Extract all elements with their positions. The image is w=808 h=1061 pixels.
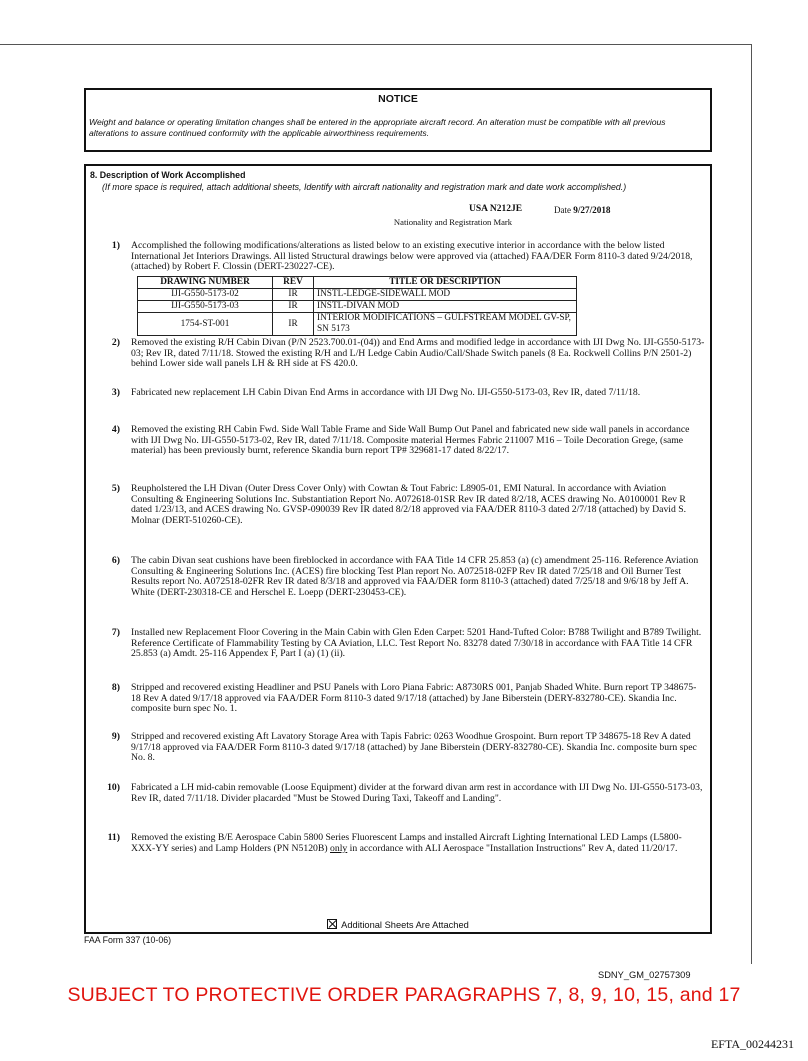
- table-row: [138, 301, 577, 313]
- work-item: [100, 833, 705, 854]
- table-header: TITLE OR DESCRIPTION: [314, 277, 577, 289]
- work-item: [100, 732, 705, 764]
- work-item: [100, 783, 705, 804]
- item-number: 7): [111, 627, 120, 638]
- item-text-part: Removed the existing B/E Aerospace Cabin 5800 Series Fluorescent Lamps and installed Aircraft Lighting International LED Lamps (L5800-XXX-YY series) and Lamp Holders (PN N5120B): [131, 832, 682, 854]
- table-cell: INSTL-DIVAN MOD: [314, 301, 577, 313]
- efta-number: EFTA_00244231: [710, 1037, 794, 1051]
- section-subheading: (If more space is required, attach additional sheets, Identify with aircraft nationality and registration mark and date work accomplished.): [102, 182, 627, 192]
- table-header: DRAWING NUMBER: [138, 277, 273, 289]
- checked-box-icon: [327, 919, 337, 929]
- item-number: 11): [107, 832, 120, 843]
- work-item: [100, 425, 705, 457]
- work-description-box: [84, 164, 712, 934]
- item-number: 3): [111, 387, 120, 398]
- table-cell: IR: [273, 289, 314, 301]
- nationality-mark: USA N212JE: [469, 204, 523, 214]
- table-row: [138, 289, 577, 301]
- notice-box: [84, 88, 712, 152]
- item-text: [131, 833, 705, 854]
- date-field: [554, 205, 611, 215]
- form-number: FAA Form 337 (10-06): [84, 935, 172, 945]
- table-cell: IR: [273, 301, 314, 313]
- work-item: [100, 484, 705, 526]
- bates-stamp: SDNY_GM_02757309: [598, 970, 691, 980]
- top-border-line: [0, 44, 752, 45]
- notice-title: NOTICE: [378, 93, 418, 105]
- item-number: 2): [111, 337, 120, 348]
- section-heading: 8. Description of Work Accomplished: [90, 170, 246, 180]
- item-text: Reupholstered the LH Divan (Outer Dress Cover Only) with Cowtan & Tout Fabric: L8905-01, EMI Natural. In accordance with Aviation Consulting & Engineering Solutions Inc. Substantiation Report No. A072618-01SR Rev IR dated 8/2/18, ACES drawing No. A0100001 Rev R dated 1/23/13, and ACES drawing No. GVSP-090039 Rev IR dated 8/2/18 approved via FAA/DER 8110-3 dated 2/7/18 (attached) by David S. Molnar (DERT-510260-CE).: [131, 483, 687, 526]
- table-cell: 1754-ST-001: [138, 313, 273, 336]
- table-cell: IJI-G550-5173-02: [138, 289, 273, 301]
- additional-sheets-checkbox-line: [86, 919, 710, 930]
- item-number: 4): [111, 424, 120, 435]
- date-label: Date: [554, 205, 571, 215]
- item-text: Fabricated new replacement LH Cabin Divan End Arms in accordance with IJI Dwg No. IJI-G550-5173-03, Rev IR, dated 7/11/18.: [131, 387, 641, 398]
- item-number: 5): [111, 483, 120, 494]
- work-item: [100, 683, 705, 715]
- item-number: 1): [111, 240, 120, 251]
- item-text: Removed the existing R/H Cabin Divan (P/N 2523.700.01-(04)) and End Arms and modified ledge in accordance with IJI Dwg No. IJI-G550-5173-03; Rev IR, dated 7/11/18. Stowed the existing R/H and L/H Ledge Cabin Audio/Call/Shade Switch panels (8 Ea. Rockwell Collins P/N 2501-2) behind Lower side wall panels LH & RH side at FS 420.0.: [131, 337, 705, 370]
- item-text: Accomplished the following modifications/alterations as listed below to an existing executive interior in accordance with the below listed International Jet Interiors Drawings. All listed Structural drawings below were approved via (attached) FAA/DER Form 8110-3 dated 9/24/2018, (attached) by Robert F. Clossin (DERT-230227-CE).: [131, 240, 693, 273]
- item-text: The cabin Divan seat cushions have been fireblocked in accordance with FAA Title 14 CFR 25.853 (a) (c) amendment 25-116. Reference Aviation Consulting & Engineering Solutions Inc. (ACES) fire blocking Test Plan report No. A072518-02FP Rev IR dated 7/25/18 and Oil Burner Test Results report No. A072518-02FR Rev IR dated 8/3/18 and approved via FAA/DER form 8110-3 (attached) dated 7/25/18 and 9/6/18 by Jeff A. White (DERT-230318-CE and Herschel E. Loepp (DERT-230453-CE).: [131, 555, 699, 598]
- table-cell: IJI-G550-5173-03: [138, 301, 273, 313]
- additional-sheets-label: Additional Sheets Are Attached: [341, 920, 469, 930]
- table-header-row: [138, 277, 577, 289]
- item-text: Stripped and recovered existing Headliner and PSU Panels with Loro Piana Fabric: A8730RS 001, Panjab Shaded White. Burn report TP 348675-18 Rev A dated 9/17/18 approved via FAA/DER Form 8110-3 dated 9/17/18 (attached) by Jane Biberstein (DERY-832780-CE). Skandia Inc. composite burn spec No. 1.: [131, 682, 697, 715]
- item-text-underlined: only: [330, 842, 348, 854]
- work-item: [100, 556, 705, 598]
- item-text: Removed the existing RH Cabin Fwd. Side Wall Table Frame and Side Wall Bump Out Panel and fabricated new side wall panels in accordance with IJI Dwg No. IJI-G550-5173-02, Rev IR, dated 7/11/18. Composite material Hermes Fabric 211007 M16 – Toile Decoration Grege, (same material) has been previously burnt, reference Skandia burn report TP# 329681-17 dated 8/22/17.: [131, 424, 690, 457]
- table-cell: INTERIOR MODIFICATIONS – GULFSTREAM MODEL GV-SP, SN 5173: [314, 313, 577, 336]
- item-text: Installed new Replacement Floor Covering in the Main Cabin with Glen Eden Carpet: 5201 Hand-Tufted Color: B788 Twilight and B789 Twilight. Reference Certificate of Flammability Testing by CA Aviation, LLC. Test Report No. 83278 dated 7/30/18 in accordance with FAA Title 14 CFR 25.853 (a) Amdt. 25-116 Appendex F, Part I (a) (1) (ii).: [131, 627, 702, 660]
- item-number: 8): [111, 682, 120, 693]
- table-cell: INSTL-LEDGE-SIDEWALL MOD: [314, 289, 577, 301]
- notice-text: Weight and balance or operating limitation changes shall be entered in the appropriate aircraft record. An alteration must be compatible with all previous alterations to assure continued conformity with the applicable airworthiness requirements.: [89, 117, 666, 138]
- item-number: 9): [111, 731, 120, 742]
- table-row: [138, 313, 577, 336]
- item-text-part: in accordance with ALI Aerospace "Installation Instructions" Rev A, dated 11/20/17.: [347, 842, 678, 854]
- work-item: [100, 628, 705, 660]
- table-header: REV: [273, 277, 314, 289]
- drawings-table: [137, 276, 577, 336]
- item-number: 10): [107, 782, 120, 793]
- work-item: [100, 388, 705, 399]
- right-border-line: [751, 44, 752, 964]
- table-cell: IR: [273, 313, 314, 336]
- protective-order-banner: SUBJECT TO PROTECTIVE ORDER PARAGRAPHS 7, 8, 9, 10, 15, and 17: [67, 984, 741, 1006]
- item-text: Stripped and recovered existing Aft Lavatory Storage Area with Tapis Fabric: 0263 Woodhue Grospoint. Burn report TP 348675-18 Rev A dated 9/17/18 approved via FAA/DER Form 8110-3 dated 9/17/18 (attached) by Jane Biberstein (DERY-832780-CE). Skandia Inc. composite burn spec No. 8.: [131, 731, 697, 764]
- item-number: 6): [111, 555, 120, 566]
- nationality-label: Nationality and Registration Mark: [393, 217, 513, 227]
- date-value: 9/27/2018: [573, 205, 611, 215]
- work-item: [100, 241, 705, 273]
- work-item: [100, 338, 705, 370]
- item-text: Fabricated a LH mid-cabin removable (Loose Equipment) divider at the forward divan arm rest in accordance with IJI Dwg No. IJI-G550-5173-03, Rev IR, dated 7/11/18. Divider placarded "Must be Stowed During Taxi, Takeoff and Landing".: [131, 782, 703, 804]
